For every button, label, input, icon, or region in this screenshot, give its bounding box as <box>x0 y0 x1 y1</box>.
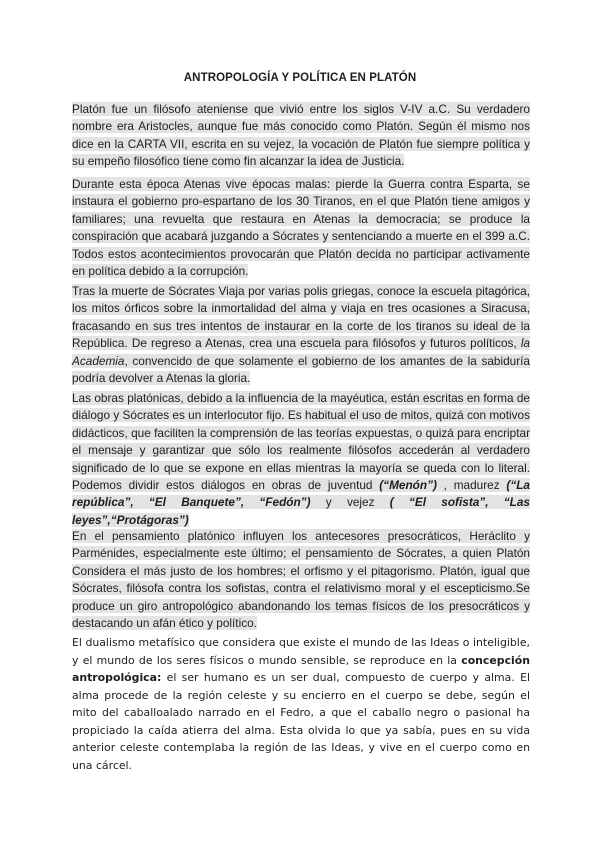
paragraph-4-text-mid2: y vejez <box>310 495 390 510</box>
paragraph-1 <box>72 101 530 171</box>
page-title: ANTROPOLOGÍA Y POLÍTICA EN PLATÓN <box>183 72 417 84</box>
paragraph-2-text: Durante esta época Atenas vive épocas malas: pierde la Guerra contra Esparta, se instaura el gobierno pro-espartano de los 30 Tiranos, en el que Platón tiene amigos y familiares; una revuelta que restaura en Atenas la democracia; se produce la conspiración que acabará juzgando a Sócrates y sentenciando a muerte en el 399 a.C. Todos estos acontecimientos provocarán que Platón decida no participar activamente en política debido a la corrupción. <box>72 177 530 279</box>
paragraph-5 <box>72 528 530 632</box>
works-old-age: ( “El sofista”, “Las leyes”,“Protágoras”) <box>72 495 530 527</box>
academia-italic: la Academia <box>72 336 530 368</box>
paragraph-4-text-before: Las obras platónicas, debido a la influencia de la mayéutica, están escritas en forma de diálogo y Sócrates es un interlocutor fijo. Es habitual el uso de mitos, quizá con motivos didácticos, que faciliten la comprensión de las teorías expuestas, o quizá para encriptar el mensaje y garantizar que sólo los realmente filósofos accederán al verdadero significado de lo que se expone en ellas mientras la mayoría se queda con lo literal. Podemos dividir estos diálogos en obras de juventud <box>72 391 530 493</box>
works-youth: (“Menón”) <box>379 478 437 493</box>
paragraph-4-text-mid1: , madurez <box>436 478 507 493</box>
paragraph-3 <box>72 283 530 387</box>
paragraph-1-text: Platón fue un filósofo ateniense que vivió entre los siglos V-IV a.C. Su verdadero nombre era Aristocles, aunque fue más conocido como Platón. Según él mismo nos dice en la CARTA VII, escrita en su vejez, la vocación de Platón fue siempre política y su empeño filosófico tiene como fin alcanzar la idea de Justicia. <box>72 102 530 169</box>
paragraph-5-text: En el pensamiento platónico influyen los antecesores presocráticos, Heráclito y Parménides, especialmente este último; el pensamiento de Sócrates, a quien Platón Considera el más justo de los hombres; el orfismo y el pitagorismo. Platón, igual que Sócrates, filósofa contra los sofistas, contra el relativismo moral y el escepticismo.Se produce un giro antropológico abandonando los temas físicos de los presocráticos y destacando un afán ético y político. <box>72 529 530 631</box>
works-maturity: (“La república”, “El Banquete”, “Fedón”) <box>72 478 530 510</box>
paragraph-6-text-after: el ser humano es un ser dual, compuesto de cuerpo y alma. El alma procede de la región celeste y su encierro en el cuerpo se debe, según el mito del caballoalado narrado en el Fedro, a que el caballo negro o pasional ha propiciado la caída atierra del alma. Esta olvida lo que ya sabía, pues en su vida anterior celeste contemplaba la región de las Ideas, y vive en el cuerpo como en una cárcel. <box>72 671 530 772</box>
paragraph-2 <box>72 176 530 280</box>
paragraph-6 <box>72 634 530 774</box>
concepcion-antropologica-bold: concepción antropológica: <box>72 653 530 684</box>
paragraph-6-text-before: El dualismo metafísico que considera que existe el mundo de las Ideas o inteligible, y el mundo de los seres físicos o mundo sensible, se reproduce en la <box>72 636 530 667</box>
paragraph-3-text-after: , convencido de que solamente el gobierno de los amantes de la sabiduría podría devolver a Atenas la gloria. <box>72 353 530 386</box>
paragraph-4 <box>72 390 530 529</box>
paragraph-3-text-before: Tras la muerte de Sócrates Viaja por varias polis griegas, conoce la escuela pitagórica, los mitos órficos sobre la inmortalidad del alma y viaja en tres ocasiones a Siracusa, fracasando en sus tres intentos de instaurar en la corte de los tiranos su ideal de la República. De regreso a Atenas, crea una escuela para filósofos y futuros políticos, <box>72 284 530 351</box>
